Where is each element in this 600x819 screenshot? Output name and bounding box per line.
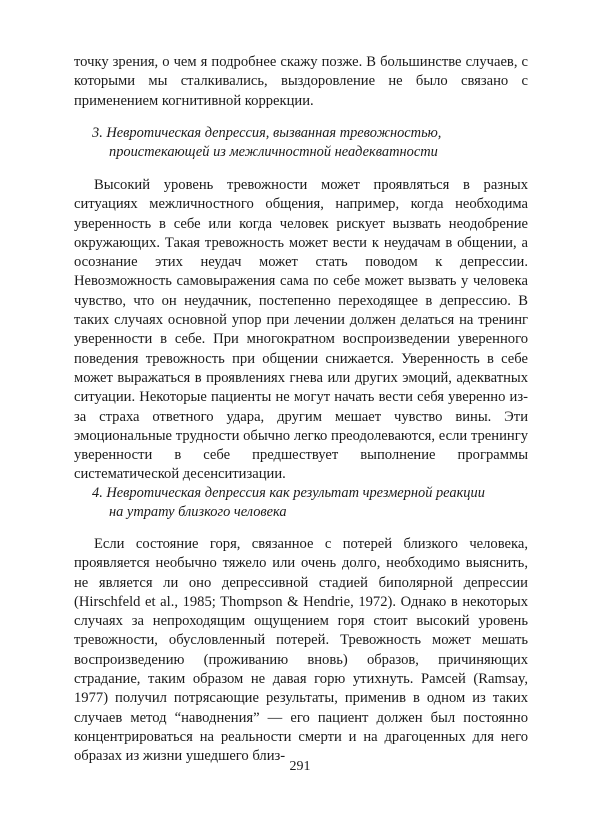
section-4-heading-line2: на утрату близкого человека (109, 504, 287, 520)
section-4-body-text: Если состояние горя, связанное с потерей близкого человека, проявляется необычно тяжело или очень долго, необходимо выяснить, не является ли оно депрессивной стадией биполярной депрессии (Hirschfeld et al., 1985; Thompson & Hendrie, 1972). Однако в некоторых случаях за непроходящим ощущением горя стоит высокий уровень тревожности, обусловленный потерей. Тревожность может мешать воспроизведению (проживанию вновь) образов, причиняющих страдание, таким образом не давая горю утихнуть. Рамсей (Ramsay, 1977) получил потрясающие результаты, применив в одном из таких случаев метод “наводнения” — его пациент должен был постоянно концентрироваться на реальности смерти и на драгоценных для него образах из жизни ушедшего близ- (74, 536, 528, 765)
page-number: 291 (289, 759, 311, 774)
section-3-body (74, 176, 528, 485)
section-4-body (74, 535, 528, 767)
section-4-heading (92, 484, 532, 522)
section-3-heading (92, 124, 532, 162)
section-4-heading-line1: 4. Невротическая депрессия как результат чрезмерной реакции (92, 485, 485, 501)
section-3-heading-line1: 3. Невротическая депрессия, вызванная тревожностью, (92, 125, 442, 141)
section-3-body-text: Высокий уровень тревожности может проявляться в разных ситуациях межличностного общения, например, когда необходима уверенность в себе или когда человек рискует вызвать неодобрение окружающих. Такая тревожность может вести к неудачам в общении, а осознание этих неудач может стать поводом к депрессии. Невозможность самовыражения сама по себе может вызвать у человека чувство, что он неудачник, постепенно переходящее в депрессию. В таких случаях основной упор при лечении должен делаться на тренинг уверенности в себе. При многократном воспроизведении уверенного поведения тревожность при общении снижается. Уверенность в себе может выражаться в проявлениях гнева или других эмоций, адекватных ситуации. Некоторые пациенты не могут начать вести себя уверенно из-за страха ответного удара, другим мешает чувство вины. Эти эмоциональные трудности обычно легко преодолеваются, если тренингу уверенности в себе предшествует выполнение программы систематической десенситизации. (74, 177, 528, 483)
section-3-heading-line2: проистекающей из межличностной неадекватности (109, 144, 438, 160)
intro-paragraph-text: точку зрения, о чем я подробнее скажу позже. В большинстве случаев, с которыми мы сталкивались, выздоровление не было связано с применением когнитивной коррекции. (74, 54, 528, 109)
intro-paragraph (74, 53, 528, 111)
